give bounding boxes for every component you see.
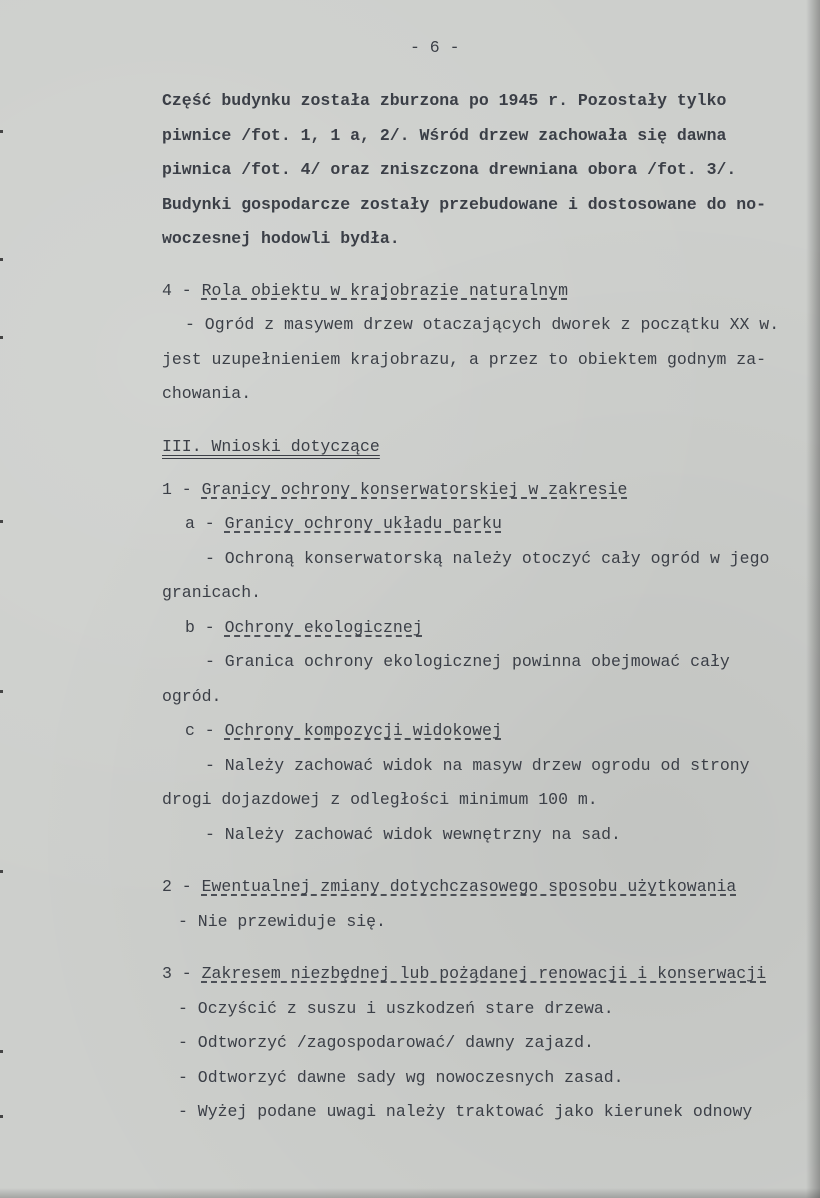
text-line: - Odtworzyć dawne sady wg nowoczesnych zasad.	[178, 1068, 624, 1087]
text-line: jest uzupełnieniem krajobrazu, a przez to obiektem godnym za-	[162, 350, 766, 369]
item-1a-heading	[185, 514, 502, 534]
item-number: 2 -	[162, 877, 202, 896]
margin-mark	[0, 258, 3, 261]
item-title: Granicy ochrony układu parku	[224, 514, 502, 533]
text-line: Część budynku została zburzona po 1945 r. Pozostały tylko	[162, 91, 727, 110]
page-number: - 6 -	[410, 38, 460, 57]
text-line: Budynki gospodarcze zostały przebudowane i dostosowane do no-	[162, 195, 766, 214]
section-4-heading	[162, 281, 568, 301]
item-2-heading	[162, 877, 736, 897]
section-iii-heading: III. Wnioski dotyczące	[162, 437, 380, 456]
text-line: - Ogród z masywem drzew otaczających dworek z początku XX w.	[185, 315, 780, 334]
margin-mark	[0, 130, 3, 133]
text-line: - Nie przewiduje się.	[178, 912, 386, 931]
item-1-heading	[162, 480, 627, 500]
item-3-heading	[162, 964, 766, 984]
margin-mark	[0, 870, 3, 873]
section-title: Rola obiektu w krajobrazie naturalnym	[201, 281, 568, 300]
item-title: Ochrony ekologicznej	[224, 618, 423, 637]
text-line: ogród.	[162, 687, 222, 706]
item-letter: c -	[185, 721, 225, 740]
page-bottom-shadow	[0, 1188, 820, 1198]
text-line: - Wyżej podane uwagi należy traktować jako kierunek odnowy	[178, 1102, 753, 1121]
text-line: - Należy zachować widok wewnętrzny na sad.	[205, 825, 621, 844]
text-line: piwnice /fot. 1, 1 a, 2/. Wśród drzew zachowała się dawna	[162, 126, 727, 145]
item-title: Zakresem niezbędnej lub pożądanej renowacji i konserwacji	[201, 964, 767, 983]
item-title: Ochrony kompozycji widokowej	[224, 721, 502, 740]
margin-mark	[0, 690, 3, 693]
margin-mark	[0, 1050, 3, 1053]
text-line: - Granica ochrony ekologicznej powinna obejmować cały	[205, 652, 730, 671]
text-line: chowania.	[162, 384, 252, 403]
section-number: 4 -	[162, 281, 202, 300]
item-title: Granicy ochrony konserwatorskiej w zakresie	[201, 480, 628, 499]
item-1b-heading	[185, 618, 423, 638]
item-number: 3 -	[162, 964, 202, 983]
text-line: drogi dojazdowej z odległości minimum 100 m.	[162, 790, 598, 809]
text-line: piwnica /fot. 4/ oraz zniszczona drewniana obora /fot. 3/.	[162, 160, 737, 179]
text-line: - Ochroną konserwatorską należy otoczyć cały ogród w jego	[205, 549, 770, 568]
item-number: 1 -	[162, 480, 202, 499]
text-line: woczesnej hodowli bydła.	[162, 229, 400, 248]
margin-mark	[0, 1115, 3, 1118]
text-line: granicach.	[162, 583, 262, 602]
text-line: - Odtworzyć /zagospodarować/ dawny zajazd.	[178, 1033, 594, 1052]
item-1c-heading	[185, 721, 502, 741]
margin-mark	[0, 520, 3, 523]
text-line: - Oczyścić z suszu i uszkodzeń stare drzewa.	[178, 999, 614, 1018]
item-letter: a -	[185, 514, 225, 533]
item-title: Ewentualnej zmiany dotychczasowego sposobu użytkowania	[201, 877, 737, 896]
item-letter: b -	[185, 618, 225, 637]
margin-mark	[0, 336, 3, 339]
text-line: - Należy zachować widok na masyw drzew ogrodu od strony	[205, 756, 750, 775]
page-edge-shadow	[806, 0, 820, 1198]
